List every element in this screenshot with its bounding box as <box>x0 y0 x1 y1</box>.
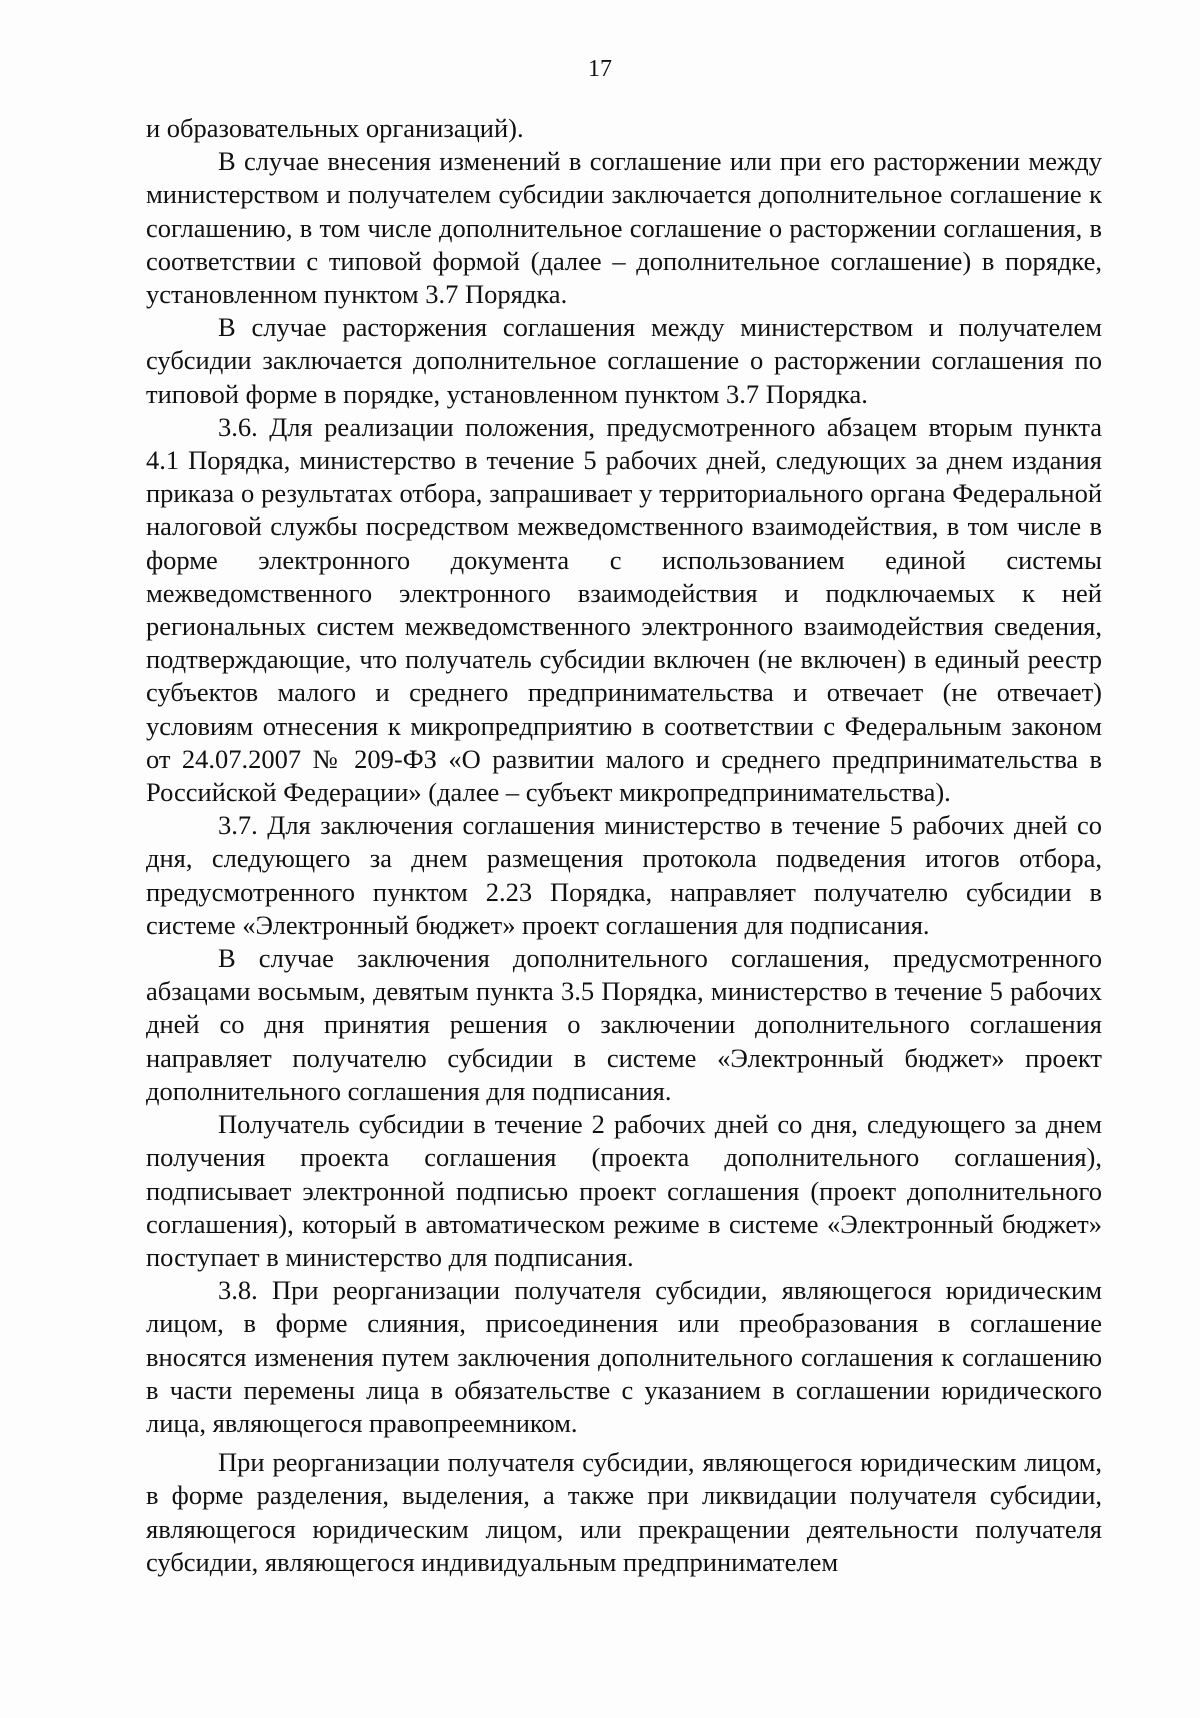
document-body <box>146 112 1102 1579</box>
paragraph-termination: В случае расторжения соглашения между министерством и получателем субсидии заключается дополнительное соглашение о расторжении соглашения по типовой форме в порядке, установленном пунктом 3.7 Порядка. <box>146 312 1102 409</box>
paragraph-section-3-7: 3.7. Для заключения соглашения министерство в течение 5 рабочих дней со дня, следующего за днем размещения протокола подведения итогов отбора, предусмотренного пунктом 2.23 Порядка, направляет получателю субсидии в системе «Электронный бюджет» проект соглашения для подписания. <box>146 810 1102 940</box>
paragraph-reorganization: При реорганизации получателя субсидии, являющегося юридическим лицом, в форме разделения, выделения, а также при ликвидации получателя субсидии, являющегося юридическим лицом, или прекращении деятельности получателя субсидии, являющегося индивидуальным предпринимателем <box>146 1447 1102 1577</box>
paragraph-amendment: В случае внесения изменений в соглашение или при его расторжении между министерством и получателем субсидии заключается дополнительное соглашение к соглашению, в том числе дополнительное соглашение о расторжении соглашения, в соответствии с типовой формой (далее – дополнительное соглашение) в порядке, установленном пунктом 3.7 Порядка. <box>146 146 1102 310</box>
paragraph-continuation: и образовательных организаций). <box>146 113 524 143</box>
page-number: 17 <box>588 56 612 82</box>
paragraph-section-3-6: 3.6. Для реализации положения, предусмотренного абзацем вторым пункта 4.1 Порядка, министерство в течение 5 рабочих дней, следующих за днем издания приказа о результатах отбора, запрашивает у территориального органа Федеральной налоговой службы посредством межведомственного взаимодействия, в том числе в форме электронного документа с использованием единой системы межведомственного электронного взаимодействия и подключаемых к ней региональных систем межведомственного электронного взаимодействия сведения, подтверждающие, что получатель субсидии включен (не включен) в единый реестр субъектов малого и среднего предпринимательства и отвечает (не отвечает) условиям отнесения к микропредприятию в соответствии с Федеральным законом от 24.07.2007 № 209-ФЗ «О развитии малого и среднего предпринимательства в Российской Федерации» (далее – субъект микропредпринимательства). <box>146 411 1102 808</box>
paragraph-additional-agreement: В случае заключения дополнительного соглашения, предусмотренного абзацами восьмым, девятым пункта 3.5 Порядка, министерство в течение 5 рабочих дней со дня принятия решения о заключении дополнительного соглашения направляет получателю субсидии в системе «Электронный бюджет» проект дополнительного соглашения для подписания. <box>146 943 1102 1106</box>
paragraph-section-3-8: 3.8. При реорганизации получателя субсидии, являющегося юридическим лицом, в форме слияния, присоединения или преобразования в соглашение вносятся изменения путем заключения дополнительного соглашения к соглашению в части перемены лица в обязательстве с указанием в соглашении юридического лица, являющегося правопреемником. <box>146 1275 1102 1438</box>
paragraph-recipient-signing: Получатель субсидии в течение 2 рабочих дней со дня, следующего за днем получения проекта соглашения (проекта дополнительного соглашения), подписывает электронной подписью проект соглашения (проект дополнительного соглашения), который в автоматическом режиме в системе «Электронный бюджет» поступает в министерство для подписания. <box>146 1109 1102 1272</box>
